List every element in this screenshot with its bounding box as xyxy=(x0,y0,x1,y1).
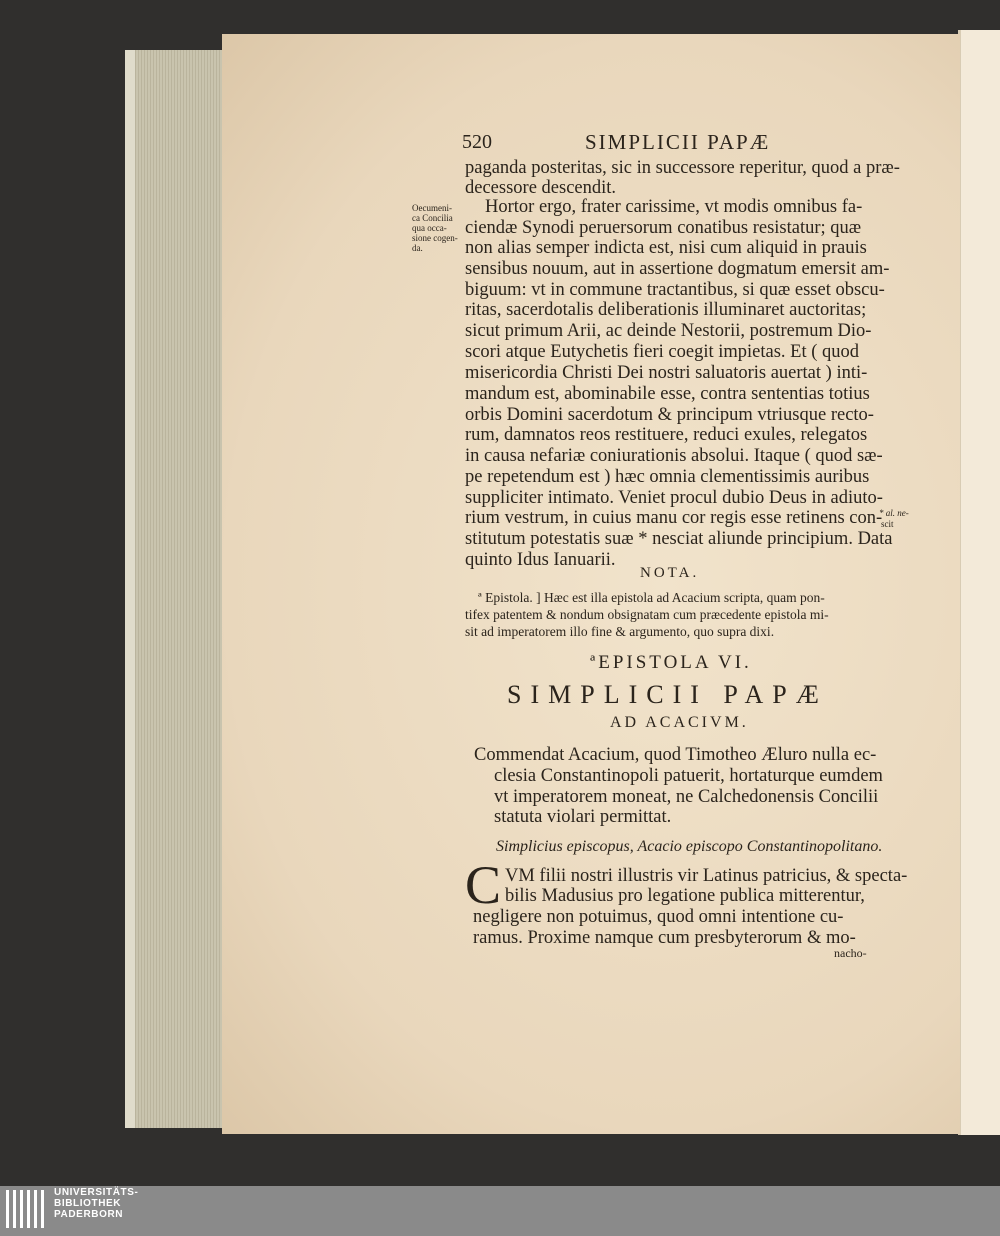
text-line: non alias semper indicta est, nisi cum aliquid in prauis xyxy=(465,238,867,258)
running-head: SIMPLICII PAPÆ xyxy=(585,130,771,154)
letter-line: bilis Madusius pro legatione publica mitterentur, xyxy=(505,886,865,906)
text-line: scori atque Eutychetis fieri coegit impietas. Et ( quod xyxy=(465,342,860,362)
epistola-heading: ªEPISTOLA VI. xyxy=(590,652,752,673)
margin-note-line: Oecumeni- xyxy=(412,203,452,213)
page-number: 520 xyxy=(462,131,492,153)
text-line: ritas, sacerdotalis deliberationis illuminaret auctoritas; xyxy=(465,300,867,320)
nota-line: sit ad imperatorem illo fine & argumento, quo supra dixi. xyxy=(465,624,775,639)
library-name-line: PADERBORN xyxy=(54,1209,124,1220)
margin-note-line: da. xyxy=(412,243,423,253)
text-line: paganda posteritas, sic in successore reperitur, quod a præ- xyxy=(465,158,900,178)
argument-line: clesia Constantinopoli patuerit, hortaturque eumdem xyxy=(494,766,883,786)
argument-line: vt imperatorem moneat, ne Calchedonensis Concilii xyxy=(494,787,879,807)
letter-subtitle: AD ACACIVM. xyxy=(610,714,749,731)
margin-note-line: * al. ne- xyxy=(879,508,909,518)
argument-line: statuta violari permittat. xyxy=(494,807,672,827)
letter-title: SIMPLICII PAPÆ xyxy=(507,680,828,709)
text-line: rium vestrum, in cuius manu cor regis esse retinens con- xyxy=(465,508,883,528)
text-line: orbis Domini sacerdotum & principum vtriusque recto- xyxy=(465,405,874,425)
margin-note-line: sione cogen- xyxy=(412,233,458,243)
text-line: sicut primum Arii, ac deinde Nestorii, postremum Dio- xyxy=(465,321,872,341)
text-line: decessore descendit. xyxy=(465,178,617,198)
letter-line: ramus. Proxime namque cum presbyterorum & mo- xyxy=(473,928,856,948)
text-line: suppliciter intimato. Veniet procul dubio Deus in adiuto- xyxy=(465,488,883,508)
argument-line: Commendat Acacium, quod Timotheo Æluro nulla ec- xyxy=(474,745,877,765)
text-line: biguum: vt in commune tractantibus, si quæ esset obscu- xyxy=(465,280,885,300)
salutation: Simplicius episcopus, Acacio episcopo Constantinopolitano. xyxy=(496,838,883,855)
text-line: mandum est, abominabile esse, contra sententias totius xyxy=(465,384,870,404)
margin-note-line: ca Concilia xyxy=(412,213,453,223)
page-edges xyxy=(125,50,235,1128)
nota-line: tifex patentem & nondum obsignatam cum præcedente epistola mi- xyxy=(465,607,829,622)
margin-note-line: scit xyxy=(881,519,894,529)
text-line: misericordia Christi Dei nostri saluatoris auertat ) inti- xyxy=(465,363,868,383)
text-line: pe repetendum est ) hæc omnia clementissimis auribus xyxy=(465,467,870,487)
text-line: ciendæ Synodi peruersorum conatibus resistatur; quæ xyxy=(465,218,862,238)
drop-initial: C xyxy=(465,855,502,915)
text-line: sensibus nouum, aut in assertione dogmatum emersit am- xyxy=(465,259,890,279)
library-footer xyxy=(0,1186,1000,1236)
library-name-line: UNIVERSITÄTS- xyxy=(54,1187,139,1198)
margin-note-line: qua occa- xyxy=(412,223,447,233)
text-line: in causa nefariæ coniurationis absolui. Itaque ( quod sæ- xyxy=(465,446,883,466)
library-logo-icon xyxy=(6,1190,44,1228)
letter-line: VM filii nostri illustris vir Latinus patricius, & specta- xyxy=(505,866,908,886)
text-line: rum, damnatos reos restituere, reduci exules, relegatos xyxy=(465,425,868,445)
text-line: stitutum potestatis suæ * nesciat aliunde principium. Data xyxy=(465,529,893,549)
facing-page xyxy=(958,30,1000,1135)
text-line: Hortor ergo, frater carissime, vt modis omnibus fa- xyxy=(485,197,863,217)
catchword: nacho- xyxy=(834,946,867,960)
nota-line: ª Epistola. ] Hæc est illa epistola ad Acacium scripta, quam pon- xyxy=(478,590,825,605)
nota-heading: NOTA. xyxy=(640,565,700,581)
library-name-line: BIBLIOTHEK xyxy=(54,1198,122,1209)
text-line: quinto Idus Ianuarii. xyxy=(465,550,616,570)
letter-line: negligere non potuimus, quod omni intentione cu- xyxy=(473,907,844,927)
library-name xyxy=(54,1187,138,1220)
